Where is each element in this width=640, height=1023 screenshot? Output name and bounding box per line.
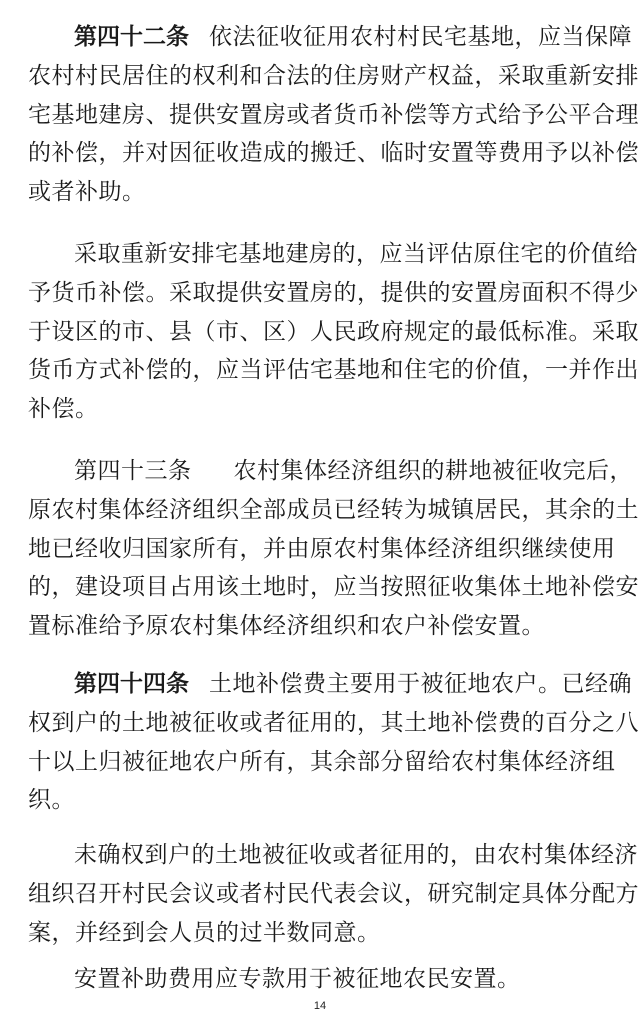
paragraph-line: 未确权到户的土地被征收或者征用的，由农村集体经济 xyxy=(74,842,638,868)
paragraph-line: 于设区的市、县（市、区）人民政府规定的最低标准。采取 xyxy=(28,318,639,345)
paragraph-line: 案，并经到会人员的过半数同意。 xyxy=(28,919,381,946)
paragraph-line: 补偿。 xyxy=(28,396,99,423)
paragraph-line: 地已经收归国家所有，并由原农村集体经济组织继续使用 xyxy=(28,535,616,562)
article-43 xyxy=(28,452,639,646)
article-44 xyxy=(28,665,639,820)
paragraph-line: 织。 xyxy=(28,787,75,814)
article-42 xyxy=(28,18,639,212)
paragraph-line: 予货币补偿。采取提供安置房的，提供的安置房面积不得少 xyxy=(28,279,639,306)
paragraph-line: 货币方式补偿的，应当评估宅基地和住宅的价值，一并作出 xyxy=(28,357,639,384)
paragraph-line: 的，建设项目占用该土地时，应当按照征收集体土地补偿安 xyxy=(28,574,639,601)
article-42-line-4: 的补偿，并对因征收造成的搬迁、临时安置等费用予以补偿 xyxy=(28,140,639,167)
article-44-line-1: 第四十四条 土地补偿费主要用于被征地农户。已经确 xyxy=(74,670,632,697)
paragraph-line: 权到户的土地被征收或者征用的，其土地补偿费的百分之八 xyxy=(28,709,639,736)
article-43-heading: 第四十三条 xyxy=(74,458,192,484)
article-42-line-2: 农村村民居住的权利和合法的住房财产权益，采取重新安排 xyxy=(28,62,639,89)
article-42-line-3: 宅基地建房、提供安置房或者货币补偿等方式给予公平合理 xyxy=(28,101,639,128)
article-42-paragraph-2 xyxy=(28,235,639,429)
article-44-heading: 第四十四条 xyxy=(74,670,189,697)
paragraph-line: 原农村集体经济组织全部成员已经转为城镇居民，其余的土 xyxy=(28,496,639,523)
paragraph-line: 安置补助费用应专款用于被征地农民安置。 xyxy=(74,966,521,992)
paragraph-line: 组织召开村民会议或者村民代表会议，研究制定具体分配方 xyxy=(28,880,639,907)
article-42-heading: 第四十二条 xyxy=(74,23,189,50)
paragraph-line: 采取重新安排宅基地建房的，应当评估原住宅的价值给 xyxy=(74,241,638,267)
page-number: 14 xyxy=(313,1000,327,1012)
article-42-line-5: 或者补助。 xyxy=(28,179,146,206)
article-42-line-1: 第四十二条 依法征收征用农村村民宅基地，应当保障 xyxy=(74,23,632,50)
article-43-line-1: 第四十三条 农村集体经济组织的耕地被征收完后， xyxy=(74,458,633,484)
paragraph-line: 置标准给予原农村集体经济组织和农户补偿安置。 xyxy=(28,613,545,640)
article-44-paragraph-2 xyxy=(28,836,639,952)
article-44-paragraph-3 xyxy=(28,960,618,999)
paragraph-line: 十以上归被征地农户所有，其余部分留给农村集体经济组 xyxy=(28,748,616,775)
